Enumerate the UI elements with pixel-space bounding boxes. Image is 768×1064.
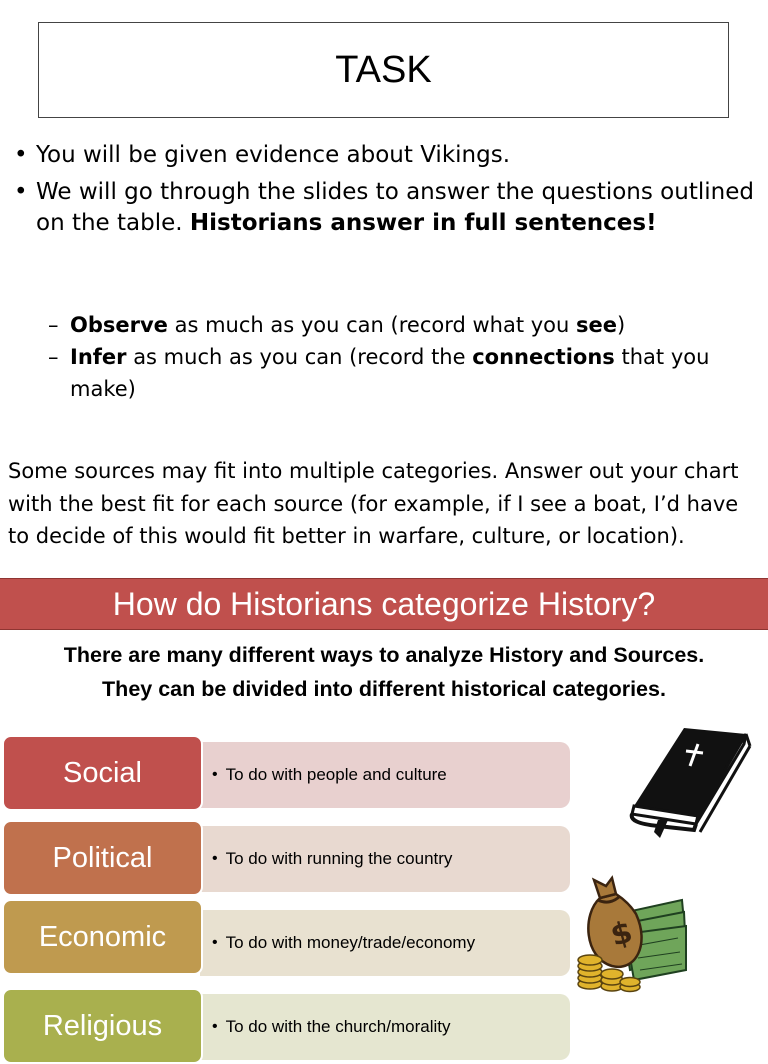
observe-text: as much as you can (record what you [174, 313, 570, 337]
category-label-political [2, 820, 203, 896]
category-label-economic [2, 899, 203, 975]
instruction-text: We will go through the slides to answer the questions outlined on the table. [36, 179, 754, 236]
infer-text: as much as you can (record the [133, 345, 466, 369]
category-desc-text: To do with money/trade/economy [225, 933, 476, 952]
category-label-text: Religious [42, 1009, 163, 1042]
observe-keyword: Observe [70, 313, 168, 337]
observe-end: ) [617, 313, 626, 337]
bullet-dot-icon: • [14, 179, 28, 205]
category-label-text: Social [63, 756, 142, 789]
category-label-social [2, 735, 203, 811]
bullet-dot-icon: • [14, 142, 28, 168]
dash-icon: – [48, 313, 59, 337]
category-desc-economic [200, 910, 570, 976]
category-label-text: Economic [38, 920, 167, 953]
connections-keyword: connections [472, 345, 615, 369]
sub-item-infer [48, 341, 758, 405]
task-title: TASK [335, 48, 432, 91]
instruction-list [14, 140, 754, 245]
instruction-item [14, 140, 754, 171]
category-desc-text: To do with running the country [225, 849, 453, 868]
task-title-box [38, 22, 729, 118]
svg-text:$: $ [607, 914, 637, 954]
bullet-dot-icon: • [212, 934, 218, 951]
slide-banner [0, 578, 768, 630]
intro-line-2: They can be divided into different historical categories. [102, 677, 666, 701]
bullet-dot-icon: • [212, 1018, 218, 1035]
bullet-dot-icon: • [212, 850, 218, 867]
category-label-religious [2, 988, 203, 1064]
sub-instruction-list [48, 309, 758, 405]
instruction-emphasis: Historians answer in full sentences! [189, 210, 657, 236]
intro-line-1: There are many different ways to analyze History and Sources. [63, 643, 705, 667]
category-desc-text: To do with people and culture [225, 765, 447, 784]
category-desc-religious [200, 994, 570, 1060]
category-desc-text: To do with the church/morality [225, 1017, 451, 1036]
sub-item-observe [48, 309, 758, 341]
categories-paragraph: Some sources may fit into multiple categories. Answer out your chart with the best fit for each source (for example, if I see a boat, I’d have to decide of this would fit better in warfare, culture, or location). [8, 459, 739, 548]
instruction-text: You will be given evidence about Vikings. [36, 142, 511, 168]
intro-text [0, 638, 768, 706]
bullet-dot-icon: • [212, 766, 218, 783]
bible-book-icon [628, 724, 752, 840]
instruction-item [14, 177, 754, 239]
category-desc-social [200, 742, 570, 808]
banner-title: How do Historians categorize History? [112, 585, 656, 622]
infer-keyword: Infer [70, 345, 127, 369]
money-bag-icon [574, 874, 690, 994]
dash-icon: – [48, 345, 59, 369]
see-keyword: see [576, 313, 618, 337]
category-desc-political [200, 826, 570, 892]
infer-end: that you make) [70, 345, 710, 401]
category-label-text: Political [52, 841, 153, 874]
